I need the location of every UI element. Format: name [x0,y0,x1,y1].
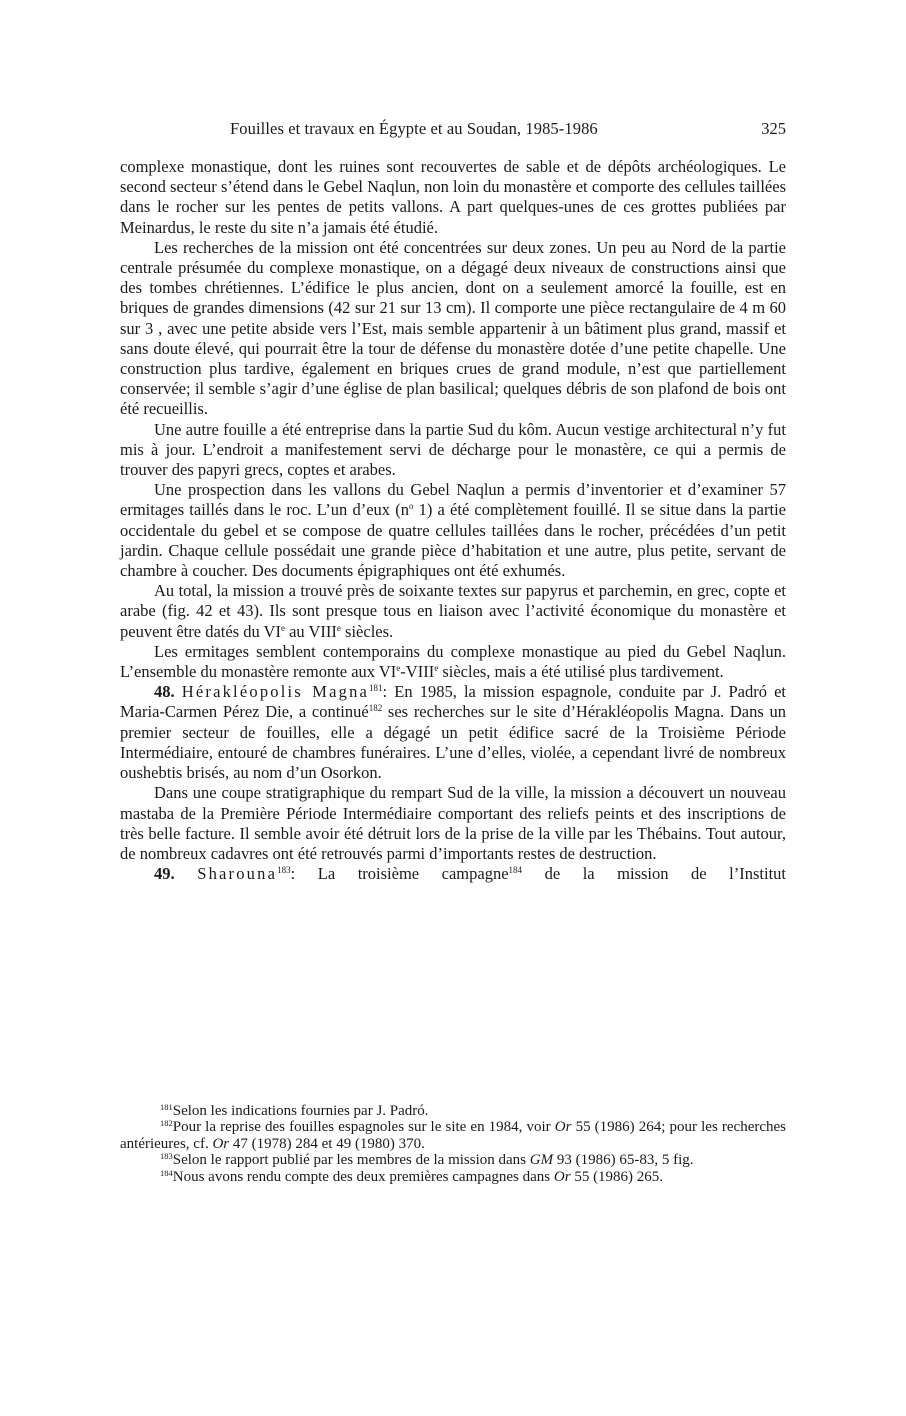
running-title: Fouilles et travaux en Égypte et au Soudan, 1985-1986 [230,119,598,138]
running-header [120,117,786,141]
paragraph-recherches: Les recherches de la mission ont été concentrées sur deux zones. Un peu au Nord de la partie centrale présumée du complexe monastique, on a dégagé deux niveaux de constructions ainsi que des tombes chrétiennes. L’édifice le plus ancien, dont on a seulement amorcé la fouille, est en briques de grandes dimensions (42 sur 21 sur 13 cm). Il comporte une pièce rectangulaire de 4 m 60 sur 3 , avec une petite abside vers l’Est, mais semble appartenir à un bâtiment plus grand, massif et sans doute élevé, qui pourrait être la tour de défense du monastère dotée d’une petite chapelle. Une construction plus tardive, également en briques crues de grand module, n’est que partiellement conservée; il semble s’agir d’une église de plan basilical; quelques débris de son plafond de bois ont été recueillis. [120,237,786,419]
footnote-182: $^{182}$Pour la reprise des fouilles espagnoles sur le site en 1984, voir Or 55 (1986) 264; pour les recherches antérieures, cf. Or 47 (1978) 284 et 49 (1980) 370. [120,1118,786,1152]
page-number: 325 [761,119,786,138]
section-number: 49. [154,864,175,884]
footnote-ref[interactable]: 181 [369,683,383,694]
paragraph-textes: Au total, la mission a trouvé près de soixante textes sur papyrus et parchemin, en grec, copte et arabe (fig. 42 et 43). Ils sont presque tous en liaison avec l’activité économique du monastère et peuvent être datés du VIe au VIIIe siècles. [120,581,786,641]
section-48-heracleopolis: 48. Hérakléopolis Magna$^{181}$: En 1985, la mission espagnole, conduite par J. Padró et Maria-Carmen Pérez Die, a continué$^{182}$ ses recherches sur le site d’Hérakléopolis Magna. Dans un premier secteur de fouilles, elle a dégagé un petit édifice sacré de la Troisième Période Intermédiaire, entouré de chambres funéraires. L’une d’elles, violée, a cependant livré de nombreux oushebtis brisés, au nom d’un Osorkon. [120,682,786,783]
paragraph-continued: complexe monastique, dont les ruines sont recouvertes de sable et de dépôts archéologiques. Le second secteur s’étend dans le Gebel Naqlun, non loin du monastère et comporte des cellules taillées dans le rocher sur les pentes de petits vallons. A part quelques-unes de ces grottes publiées par Meinardus, le reste du site n’a jamais été étudié. [120,157,786,237]
body-text [120,157,786,884]
footnote-181: $^{181}$Selon les indications fournies par J. Padró. [160,1102,429,1119]
section-number: 48. [154,682,175,702]
paragraph-fouille-sud: Une autre fouille a été entreprise dans la partie Sud du kôm. Aucun vestige architectural n’y fut mis à jour. L’endroit a manifestement servi de décharge pour le monastère, ce qui a permis de trouver des papyri grecs, coptes et arabes. [120,419,786,480]
paragraph-prospection: Une prospection dans les vallons du Gebel Naqlun a permis d’inventorier et d’examiner 57 ermitages taillés dans le roc. L’un d’eux ($n^o$ 1) a été complètement fouillé. Il se situe dans la partie occidentale du gebel et se compose de quatre cellules taillées dans le rocher, précédées d’un petit jardin. Chaque cellule possédait une grande pièce d’habitation et une autre, plus petite, servant de chambre à coucher. Des documents épigraphiques ont été exhumés. [120,480,786,581]
section-49-sharouna: 49. Sharouna$^{183}$: La troisième campagne$^{184}$ de la mission de l’Institut [154,864,787,884]
footnote-ref[interactable]: 183 [277,865,291,876]
paragraph-ermitages: Les ermitages semblent contemporains du complexe monastique au pied du Gebel Naqlun. L’ensemble du monastère remonte aux VIe-VIIIe siècles, mais a été utilisé plus tardivement. [120,641,786,682]
footnote-ref[interactable]: 182 [368,703,383,714]
footnote-ref[interactable]: 184 [508,865,523,876]
site-name: Hérakléopolis Magna [181,682,370,702]
footnote-184: $^{184}$Nous avons rendu compte des deux premières campagnes dans Or 55 (1986) 265. [160,1167,664,1185]
paragraph-mastaba: Dans une coupe stratigraphique du rempart Sud de la ville, la mission a découvert un nouveau mastaba de la Première Période Intermédiaire comportant des reliefs peints et des inscriptions de très belle facture. Il semble avoir été détruit lors de la prise de la ville par les Thébains. Tout autour, de nombreux cadavres ont été retrouvés parmi d’importants restes de destruction. [120,783,786,863]
footnote-183: $^{183}$Selon le rapport publié par les membres de la mission dans GM 93 (1986) 65-83, 5 fig. [160,1151,694,1169]
site-name: Sharouna [197,864,278,884]
footnotes [120,1103,786,1185]
